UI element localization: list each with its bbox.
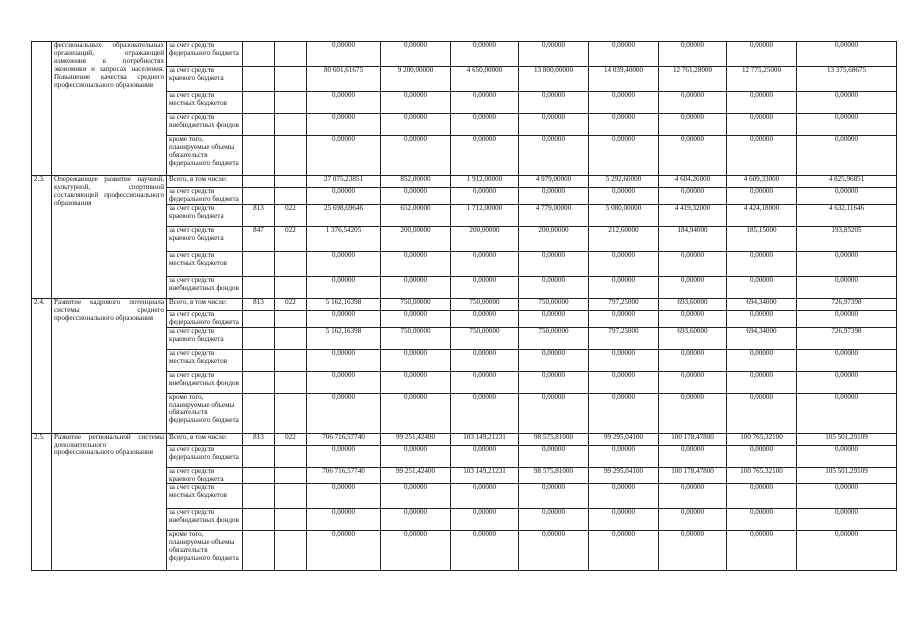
year-value: 4 650,00000 — [451, 67, 519, 92]
grbs-code: 813 — [243, 204, 275, 226]
total-value: 25 698,69646 — [307, 204, 381, 226]
year-value: 750,00000 — [519, 298, 589, 310]
year-value: 200,00000 — [381, 226, 451, 251]
year-value: 0,00000 — [797, 484, 897, 509]
grbs-code — [243, 393, 275, 433]
total-value: 0,00000 — [307, 445, 381, 467]
year-value: 0,00000 — [519, 484, 589, 509]
funding-source: Всего, в том числе: — [167, 433, 243, 445]
year-value: 0,00000 — [797, 349, 897, 371]
year-value: 0,00000 — [659, 393, 727, 433]
year-value: 185,15000 — [727, 226, 797, 251]
year-value: 0,00000 — [451, 188, 519, 205]
grbs-code — [243, 276, 275, 298]
section-code: 022 — [275, 204, 307, 226]
funding-source: за счет средств внебюджетных фондов — [167, 371, 243, 393]
year-value: 0,00000 — [727, 276, 797, 298]
total-value: 0,00000 — [307, 188, 381, 205]
year-value: 4 979,00000 — [519, 176, 589, 188]
year-value: 0,00000 — [451, 445, 519, 467]
total-value: 0,00000 — [307, 92, 381, 114]
section-code — [275, 176, 307, 188]
year-value: 12 775,25000 — [727, 67, 797, 92]
year-value: 0,00000 — [727, 531, 797, 571]
section-code — [275, 188, 307, 205]
table-body — [32, 42, 897, 571]
year-value: 726,97398 — [797, 298, 897, 310]
grbs-code — [243, 310, 275, 327]
section-index: 2.3. — [32, 176, 52, 299]
total-value: 0,00000 — [307, 42, 381, 67]
section-code: 022 — [275, 433, 307, 445]
year-value: 100 765,32100 — [727, 467, 797, 484]
year-value: 100 765,32100 — [727, 433, 797, 445]
grbs-code — [243, 114, 275, 136]
year-value: 0,00000 — [727, 310, 797, 327]
section-name: Опережающее развитие научной, культурной, спортивной составляющей профессионального образования — [52, 176, 167, 299]
total-value: 0,00000 — [307, 484, 381, 509]
year-value: 693,60000 — [659, 298, 727, 310]
year-value: 0,00000 — [797, 393, 897, 433]
year-value: 797,25000 — [589, 298, 659, 310]
year-value: 0,00000 — [519, 42, 589, 67]
year-value: 0,00000 — [519, 251, 589, 276]
section-name: Развитие кадрового потенциала системы среднего профессионального образования — [52, 298, 167, 433]
section-code — [275, 393, 307, 433]
year-value: 0,00000 — [659, 484, 727, 509]
grbs-code: 813 — [243, 433, 275, 445]
year-value: 1 712,00000 — [451, 204, 519, 226]
year-value: 103 149,21231 — [451, 467, 519, 484]
year-value: 0,00000 — [797, 42, 897, 67]
year-value: 0,00000 — [451, 251, 519, 276]
year-value: 105 501,29109 — [797, 433, 897, 445]
funding-source: за счет средств федерального бюджета — [167, 310, 243, 327]
year-value: 0,00000 — [381, 371, 451, 393]
year-value: 100 178,47800 — [659, 467, 727, 484]
grbs-code — [243, 67, 275, 92]
year-value: 0,00000 — [519, 114, 589, 136]
year-value: 103 149,21231 — [451, 433, 519, 445]
year-value: 4 424,18000 — [727, 204, 797, 226]
grbs-code — [243, 531, 275, 571]
year-value: 0,00000 — [519, 136, 589, 176]
section-code — [275, 114, 307, 136]
table-row — [32, 298, 897, 310]
total-value: 0,00000 — [307, 136, 381, 176]
funding-source: за счет средств краевого бюджета — [167, 67, 243, 92]
funding-source: за счет средств внебюджетных фондов — [167, 114, 243, 136]
year-value: 0,00000 — [451, 393, 519, 433]
document-page — [31, 41, 876, 571]
section-index: 2.4. — [32, 298, 52, 433]
total-value: 0,00000 — [307, 310, 381, 327]
year-value: 0,00000 — [727, 114, 797, 136]
funding-source: за счет средств краевого бюджета — [167, 204, 243, 226]
grbs-code — [243, 445, 275, 467]
total-value: 0,00000 — [307, 509, 381, 531]
year-value: 0,00000 — [519, 92, 589, 114]
grbs-code — [243, 251, 275, 276]
funding-source: кроме того, планируемые объемы обязательств федерального бюджета — [167, 136, 243, 176]
year-value: 750,00000 — [381, 298, 451, 310]
section-code — [275, 67, 307, 92]
year-value: 0,00000 — [451, 531, 519, 571]
total-value: 0,00000 — [307, 371, 381, 393]
funding-source: за счет средств краевого бюджета — [167, 467, 243, 484]
year-value: 0,00000 — [381, 114, 451, 136]
year-value: 0,00000 — [381, 484, 451, 509]
total-value: 5 162,16398 — [307, 327, 381, 349]
year-value: 5 080,00000 — [589, 204, 659, 226]
year-value: 0,00000 — [519, 276, 589, 298]
section-code: 022 — [275, 226, 307, 251]
section-name: фессиональных образовательных организаций, отражающей изменения в потребностях экономики и запросах населения. Повышение качества среднего профессионального образования — [52, 42, 167, 176]
year-value: 0,00000 — [519, 188, 589, 205]
year-value: 0,00000 — [797, 92, 897, 114]
table-row — [32, 176, 897, 188]
total-value: 5 162,16398 — [307, 298, 381, 310]
funding-source: Всего, в том числе: — [167, 298, 243, 310]
year-value: 0,00000 — [589, 371, 659, 393]
year-value: 0,00000 — [589, 509, 659, 531]
year-value: 0,00000 — [727, 92, 797, 114]
section-name: Развитие региональной системы дополнительного профессионального образования — [52, 433, 167, 571]
section-index: 2.5. — [32, 433, 52, 571]
year-value: 9 200,00000 — [381, 67, 451, 92]
grbs-code — [243, 371, 275, 393]
year-value: 0,00000 — [659, 276, 727, 298]
section-code — [275, 327, 307, 349]
funding-source: за счет средств федерального бюджета — [167, 42, 243, 67]
year-value: 0,00000 — [659, 349, 727, 371]
section-code — [275, 509, 307, 531]
funding-source: за счет средств внебюджетных фондов — [167, 276, 243, 298]
year-value: 0,00000 — [589, 531, 659, 571]
year-value: 0,00000 — [519, 509, 589, 531]
year-value: 13 375,68675 — [797, 67, 897, 92]
year-value: 0,00000 — [451, 310, 519, 327]
year-value: 105 501,29109 — [797, 467, 897, 484]
grbs-code — [243, 509, 275, 531]
year-value: 0,00000 — [727, 42, 797, 67]
year-value: 0,00000 — [589, 484, 659, 509]
year-value: 200,00000 — [519, 226, 589, 251]
section-code — [275, 42, 307, 67]
total-value: 27 075,23851 — [307, 176, 381, 188]
year-value: 797,25000 — [589, 327, 659, 349]
funding-source: за счет средств местных бюджетов — [167, 484, 243, 509]
year-value: 0,00000 — [519, 310, 589, 327]
grbs-code — [243, 349, 275, 371]
year-value: 0,00000 — [451, 349, 519, 371]
year-value: 0,00000 — [451, 509, 519, 531]
year-value: 0,00000 — [727, 393, 797, 433]
year-value: 0,00000 — [451, 42, 519, 67]
year-value: 0,00000 — [451, 136, 519, 176]
year-value: 0,00000 — [381, 188, 451, 205]
funding-source: за счет средств местных бюджетов — [167, 349, 243, 371]
year-value: 0,00000 — [727, 371, 797, 393]
total-value: 0,00000 — [307, 276, 381, 298]
year-value: 750,00000 — [451, 327, 519, 349]
section-code — [275, 484, 307, 509]
year-value: 0,00000 — [797, 114, 897, 136]
year-value: 99 295,04100 — [589, 433, 659, 445]
year-value: 0,00000 — [381, 276, 451, 298]
section-code — [275, 92, 307, 114]
total-value: 0,00000 — [307, 251, 381, 276]
year-value: 0,00000 — [659, 42, 727, 67]
year-value: 0,00000 — [659, 371, 727, 393]
year-value: 0,00000 — [589, 393, 659, 433]
year-value: 0,00000 — [451, 276, 519, 298]
section-code — [275, 349, 307, 371]
total-value: 80 601,61675 — [307, 67, 381, 92]
total-value: 706 716,57740 — [307, 433, 381, 445]
year-value: 99 251,42400 — [381, 433, 451, 445]
year-value: 0,00000 — [727, 349, 797, 371]
year-value: 0,00000 — [589, 136, 659, 176]
year-value: 0,00000 — [659, 92, 727, 114]
year-value: 98 575,81000 — [519, 433, 589, 445]
grbs-code — [243, 327, 275, 349]
year-value: 694,34000 — [727, 298, 797, 310]
funding-source: за счет средств федерального бюджета — [167, 188, 243, 205]
section-code — [275, 310, 307, 327]
year-value: 0,00000 — [727, 188, 797, 205]
grbs-code — [243, 176, 275, 188]
section-code: 022 — [275, 298, 307, 310]
total-value: 706 716,57740 — [307, 467, 381, 484]
year-value: 4 609,33000 — [727, 176, 797, 188]
funding-source: за счет средств федерального бюджета — [167, 445, 243, 467]
year-value: 99 295,04100 — [589, 467, 659, 484]
year-value: 750,00000 — [381, 327, 451, 349]
year-value: 100 178,47800 — [659, 433, 727, 445]
year-value: 0,00000 — [797, 531, 897, 571]
year-value: 0,00000 — [797, 188, 897, 205]
funding-source: за счет средств местных бюджетов — [167, 92, 243, 114]
year-value: 0,00000 — [519, 531, 589, 571]
year-value: 0,00000 — [381, 349, 451, 371]
total-value: 0,00000 — [307, 393, 381, 433]
year-value: 0,00000 — [659, 531, 727, 571]
year-value: 184,94000 — [659, 226, 727, 251]
year-value: 0,00000 — [519, 371, 589, 393]
section-code — [275, 136, 307, 176]
grbs-code — [243, 467, 275, 484]
year-value: 0,00000 — [451, 92, 519, 114]
year-value: 12 761,28000 — [659, 67, 727, 92]
year-value: 0,00000 — [381, 445, 451, 467]
year-value: 0,00000 — [797, 276, 897, 298]
year-value: 0,00000 — [519, 349, 589, 371]
year-value: 4 604,26000 — [659, 176, 727, 188]
year-value: 98 575,81000 — [519, 467, 589, 484]
total-value: 0,00000 — [307, 349, 381, 371]
year-value: 0,00000 — [727, 509, 797, 531]
year-value: 0,00000 — [659, 136, 727, 176]
year-value: 4 632,11646 — [797, 204, 897, 226]
year-value: 0,00000 — [381, 393, 451, 433]
year-value: 0,00000 — [589, 251, 659, 276]
section-code — [275, 445, 307, 467]
year-value: 0,00000 — [727, 445, 797, 467]
section-code — [275, 251, 307, 276]
year-value: 694,34000 — [727, 327, 797, 349]
year-value: 0,00000 — [727, 136, 797, 176]
year-value: 200,00000 — [451, 226, 519, 251]
year-value: 0,00000 — [589, 188, 659, 205]
year-value: 4 419,32000 — [659, 204, 727, 226]
year-value: 5 292,60000 — [589, 176, 659, 188]
funding-source: за счет средств внебюджетных фондов — [167, 509, 243, 531]
year-value: 0,00000 — [659, 310, 727, 327]
year-value: 4 825,96851 — [797, 176, 897, 188]
year-value: 0,00000 — [797, 509, 897, 531]
grbs-code — [243, 92, 275, 114]
year-value: 0,00000 — [589, 92, 659, 114]
year-value: 0,00000 — [381, 310, 451, 327]
year-value: 0,00000 — [659, 114, 727, 136]
grbs-code — [243, 136, 275, 176]
year-value: 0,00000 — [589, 42, 659, 67]
year-value: 0,00000 — [659, 188, 727, 205]
grbs-code — [243, 42, 275, 67]
year-value: 193,85205 — [797, 226, 897, 251]
total-value: 0,00000 — [307, 114, 381, 136]
year-value: 0,00000 — [797, 445, 897, 467]
funding-source: кроме того, планируемые объемы обязательств федерального бюджета — [167, 531, 243, 571]
year-value: 0,00000 — [451, 371, 519, 393]
section-code — [275, 531, 307, 571]
year-value: 0,00000 — [659, 509, 727, 531]
year-value: 0,00000 — [381, 136, 451, 176]
year-value: 0,00000 — [381, 92, 451, 114]
year-value: 750,00000 — [451, 298, 519, 310]
year-value: 0,00000 — [381, 531, 451, 571]
funding-source: Всего, в том числе: — [167, 176, 243, 188]
year-value: 0,00000 — [797, 136, 897, 176]
year-value: 0,00000 — [381, 509, 451, 531]
year-value: 0,00000 — [381, 42, 451, 67]
year-value: 0,00000 — [727, 484, 797, 509]
funding-source: кроме того, планируемые объемы обязательств федерального бюджета — [167, 393, 243, 433]
section-code — [275, 276, 307, 298]
year-value: 0,00000 — [589, 276, 659, 298]
year-value: 0,00000 — [589, 445, 659, 467]
funding-source: за счет средств краевого бюджета — [167, 327, 243, 349]
section-index — [32, 42, 52, 176]
year-value: 0,00000 — [659, 251, 727, 276]
grbs-code: 813 — [243, 298, 275, 310]
year-value: 1 912,00000 — [451, 176, 519, 188]
year-value: 726,97398 — [797, 327, 897, 349]
year-value: 14 039,40000 — [589, 67, 659, 92]
grbs-code: 847 — [243, 226, 275, 251]
budget-table — [31, 41, 897, 571]
table-row — [32, 433, 897, 445]
year-value: 0,00000 — [589, 310, 659, 327]
year-value: 693,60000 — [659, 327, 727, 349]
table-row — [32, 42, 897, 67]
year-value: 0,00000 — [381, 251, 451, 276]
section-code — [275, 467, 307, 484]
grbs-code — [243, 188, 275, 205]
year-value: 0,00000 — [797, 310, 897, 327]
year-value: 0,00000 — [659, 445, 727, 467]
year-value: 0,00000 — [519, 445, 589, 467]
year-value: 0,00000 — [797, 371, 897, 393]
grbs-code — [243, 484, 275, 509]
total-value: 0,00000 — [307, 531, 381, 571]
section-code — [275, 371, 307, 393]
year-value: 13 800,00000 — [519, 67, 589, 92]
year-value: 652,00000 — [381, 204, 451, 226]
year-value: 99 251,42400 — [381, 467, 451, 484]
year-value: 0,00000 — [451, 484, 519, 509]
year-value: 0,00000 — [589, 349, 659, 371]
year-value: 750,00000 — [519, 327, 589, 349]
funding-source: за счет средств местных бюджетов — [167, 251, 243, 276]
year-value: 0,00000 — [519, 393, 589, 433]
funding-source: за счет средств краевого бюджета — [167, 226, 243, 251]
year-value: 0,00000 — [451, 114, 519, 136]
year-value: 0,00000 — [727, 251, 797, 276]
year-value: 0,00000 — [797, 251, 897, 276]
year-value: 212,60000 — [589, 226, 659, 251]
year-value: 0,00000 — [589, 114, 659, 136]
year-value: 852,00000 — [381, 176, 451, 188]
year-value: 4 779,00000 — [519, 204, 589, 226]
total-value: 1 376,54205 — [307, 226, 381, 251]
